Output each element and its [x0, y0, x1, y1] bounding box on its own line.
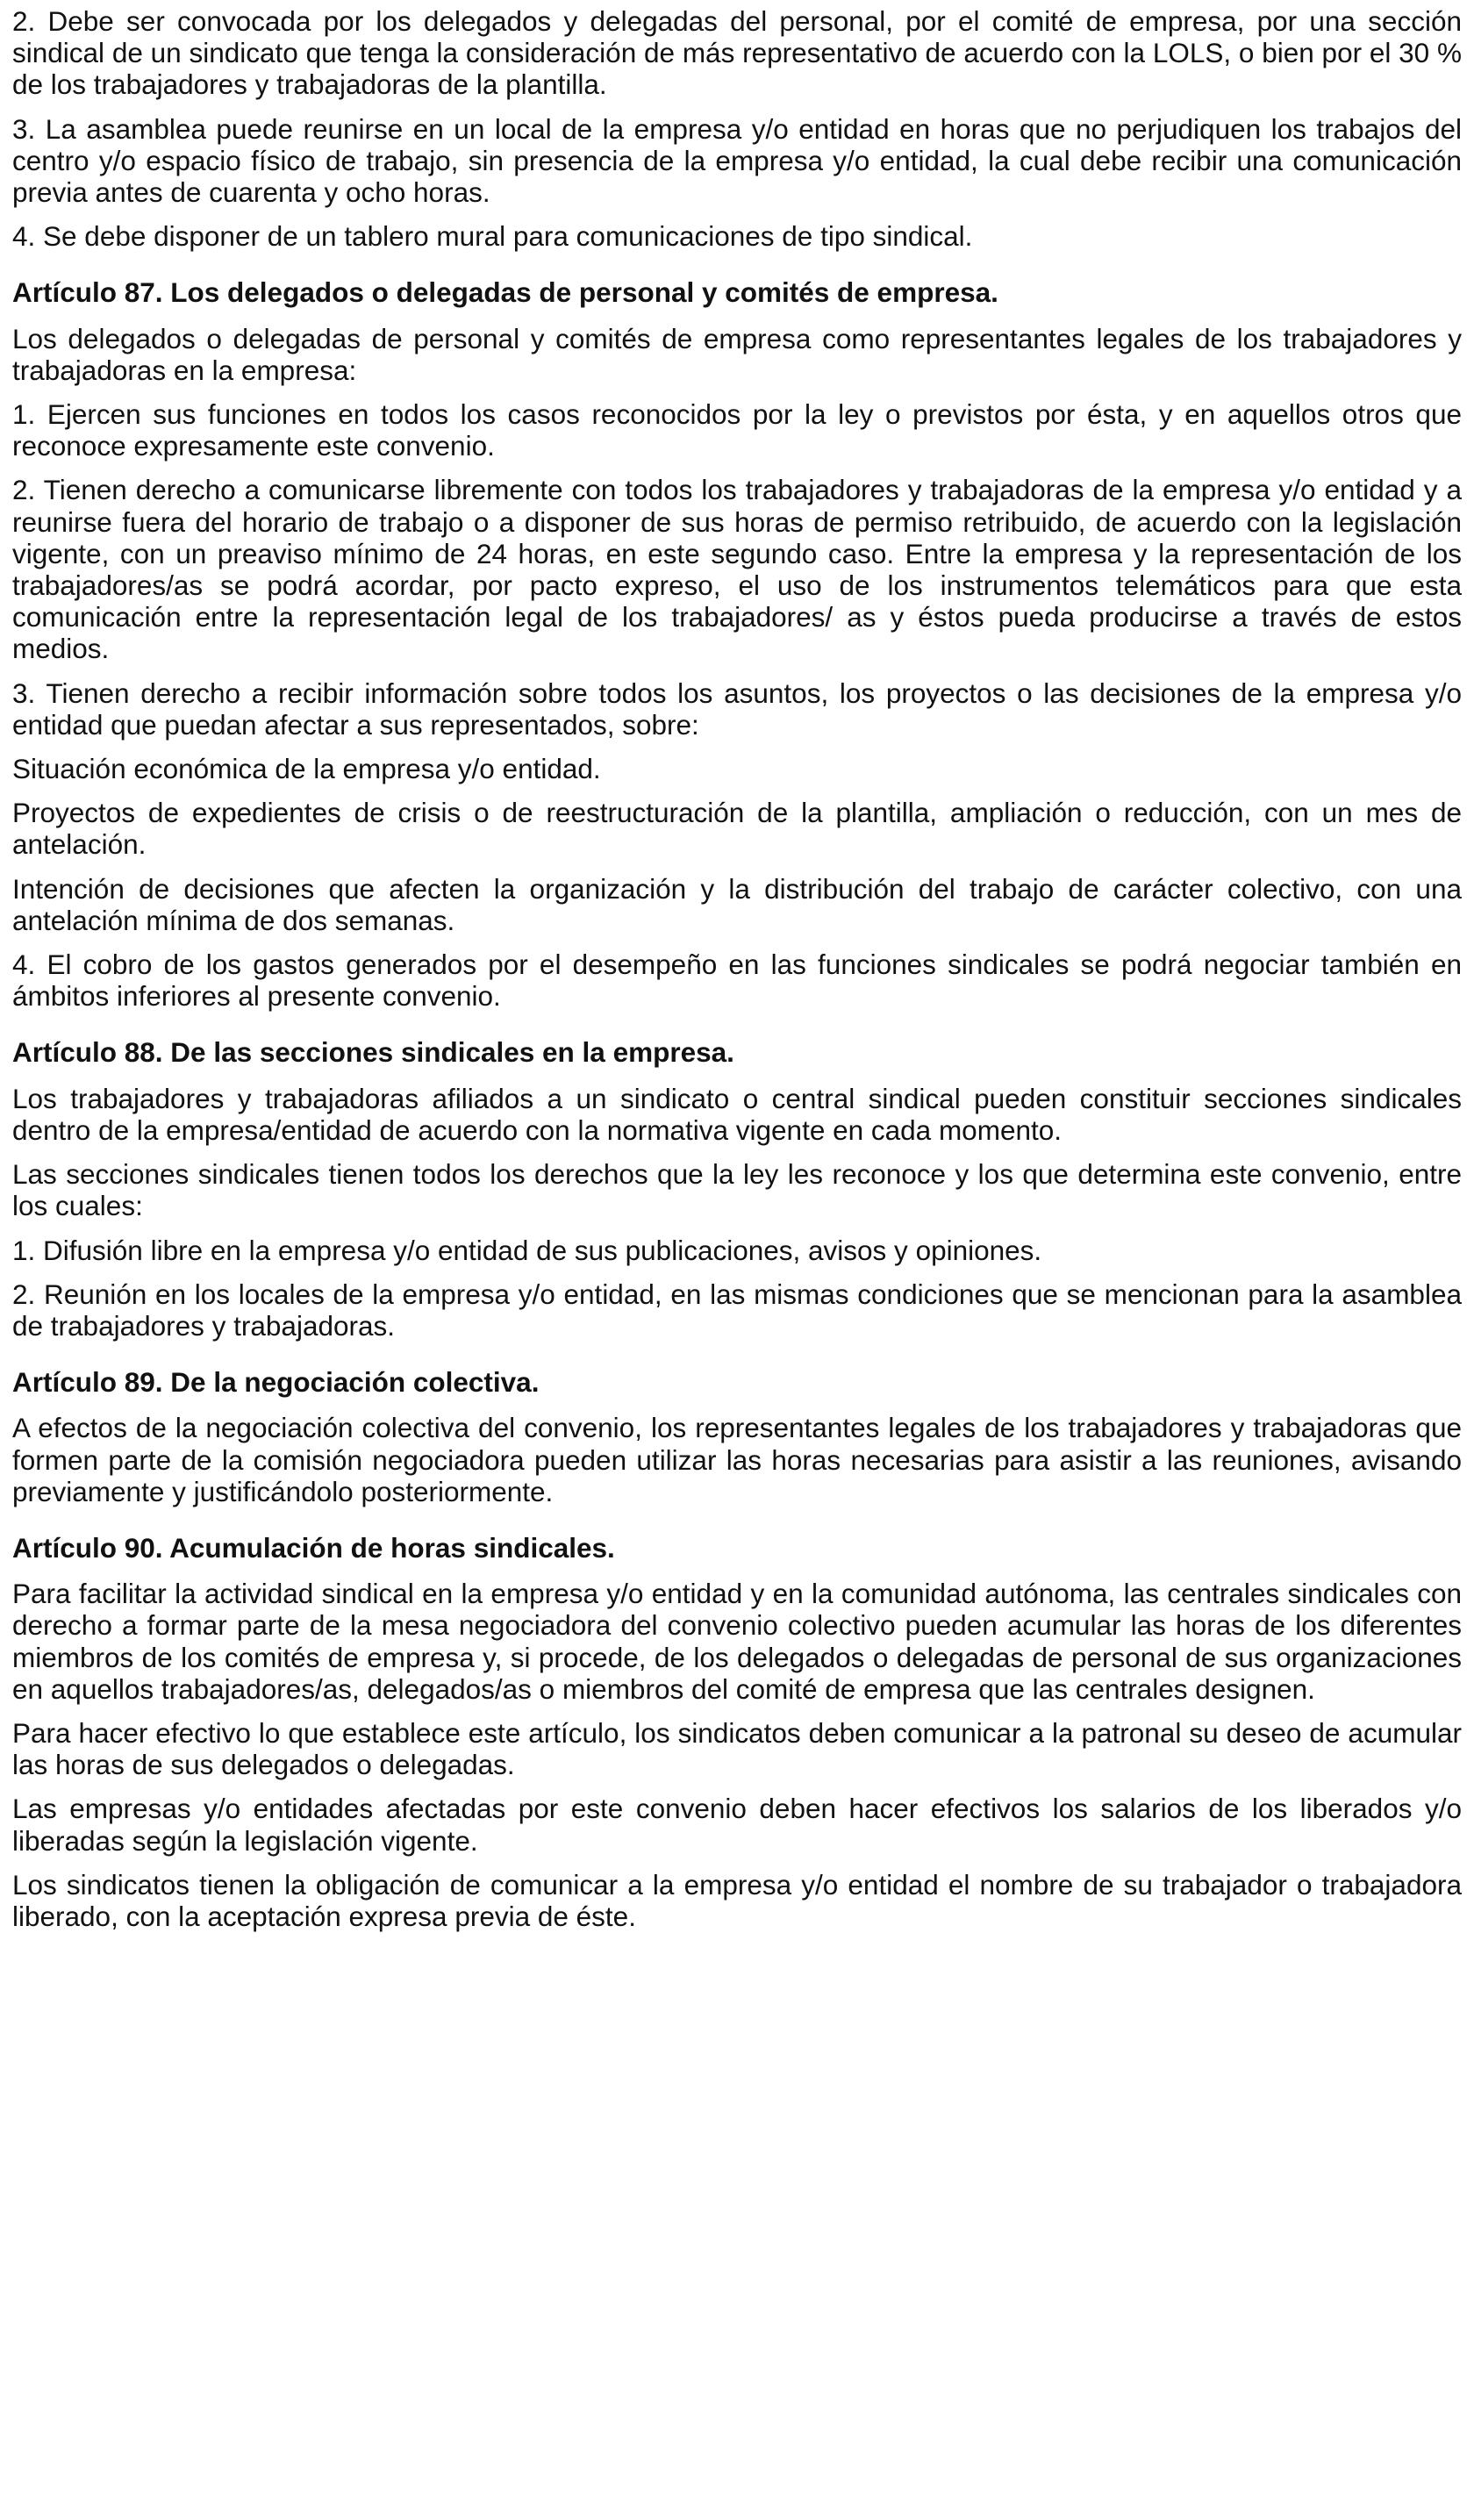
article-heading: Artículo 88. De las secciones sindicales en la empresa. [12, 1036, 734, 1069]
paragraph: 2. Tienen derecho a comunicarse libremente con todos los trabajadores y trabajadoras de la empresa y/o entidad y a reunirse fuera del horario de trabajo o a disponer de sus horas de permiso retribuido, de acuerdo con la legislación vigente, con un preaviso mínimo de 24 horas, en este segundo caso. Entre la empresa y la representación de los trabajadores/as se podrá acordar, por pacto expreso, el uso de los instrumentos telemáticos para que esta comunicación entre la representación legal de los trabajadores/ as y éstos pueda producirse a través de estos medios. [12, 474, 1462, 665]
paragraph: Los trabajadores y trabajadoras afiliados a un sindicato o central sindical pueden constituir secciones sindicales dentro de la empresa/entidad de acuerdo con la normativa vigente en cada momento. [12, 1082, 1462, 1146]
paragraph: 2. Reunión en los locales de la empresa y/o entidad, en las mismas condiciones que se mencionan para la asamblea de trabajadores y trabajadoras. [12, 1278, 1462, 1342]
paragraph: 4. Se debe disponer de un tablero mural para comunicaciones de tipo sindical. [12, 220, 973, 253]
paragraph: 3. La asamblea puede reunirse en un local de la empresa y/o entidad en horas que no perjudiquen los trabajos del centro y/o espacio físico de trabajo, sin presencia de la empresa y/o entidad, la cual debe recibir una comunicación previa antes de cuarenta y ocho horas. [12, 112, 1462, 209]
paragraph: Para hacer efectivo lo que establece este artículo, los sindicatos deben comunicar a la patronal su deseo de acumular las horas de sus delegados o delegadas. [12, 1716, 1462, 1781]
article-88 [12, 1036, 1462, 1342]
article-heading: Artículo 87. Los delegados o delegadas de personal y comités de empresa. [12, 276, 998, 309]
article-heading: Artículo 90. Acumulación de horas sindicales. [12, 1531, 615, 1564]
paragraph: Los delegados o delegadas de personal y comités de empresa como representantes legales de los trabajadores y trabajadoras en la empresa: [12, 322, 1462, 386]
paragraph: 3. Tienen derecho a recibir información sobre todos los asuntos, los proyectos o las decisiones de la empresa y/o entidad que puedan afectar a sus representados, sobre: [12, 677, 1462, 741]
paragraph: Proyectos de expedientes de crisis o de reestructuración de la plantilla, ampliación o reducción, con un mes de antelación. [12, 797, 1462, 861]
paragraph: 4. El cobro de los gastos generados por el desempeño en las funciones sindicales se podrá negociar también en ámbitos inferiores al presente convenio. [12, 949, 1462, 1013]
article-heading: Artículo 89. De la negociación colectiva. [12, 1366, 540, 1399]
paragraph: Los sindicatos tienen la obligación de comunicar a la empresa y/o entidad el nombre de su trabajador o trabajadora liberado, con la aceptación expresa previa de éste. [12, 1868, 1462, 1932]
paragraph: 1. Ejercen sus funciones en todos los casos reconocidos por la ley o previstos por ésta, y en aquellos otros que reconoce expresamente este convenio. [12, 398, 1462, 462]
paragraph: Para facilitar la actividad sindical en la empresa y/o entidad y en la comunidad autónoma, las centrales sindicales con derecho a formar parte de la mesa negociadora del convenio colectivo pueden acumular las horas de los diferentes miembros de los comités de empresa y, si procede, de los delegados o delegadas de personal de sus organizaciones en aquellos trabajadores/as, delegados/as o miembros del comité de empresa que las centrales designen. [12, 1578, 1462, 1705]
article-89 [12, 1366, 1462, 1507]
paragraph: 2. Debe ser convocada por los delegados y delegadas del personal, por el comité de empresa, por una sección sindical de un sindicato que tenga la consideración de más representativo de acuerdo con la LOLS, o bien por el 30 % de los trabajadores y trabajadoras de la plantilla. [12, 5, 1462, 101]
article-90 [12, 1532, 1462, 1932]
paragraph: Intención de decisiones que afecten la organización y la distribución del trabajo de carácter colectivo, con una antelación mínima de dos semanas. [12, 872, 1462, 936]
paragraph: Las secciones sindicales tienen todos los derechos que la ley les reconoce y los que determina este convenio, entre los cuales: [12, 1158, 1462, 1222]
article-87 [12, 276, 1462, 1012]
paragraph: Situación económica de la empresa y/o entidad. [12, 753, 601, 785]
paragraph: 1. Difusión libre en la empresa y/o entidad de sus publicaciones, avisos y opiniones. [12, 1234, 1042, 1266]
paragraph: Las empresas y/o entidades afectadas por este convenio deben hacer efectivos los salarios de los liberados y/o liberadas según la legislación vigente. [12, 1793, 1462, 1857]
paragraph: A efectos de la negociación colectiva del convenio, los representantes legales de los trabajadores y trabajadoras que formen parte de la comisión negociadora pueden utilizar las horas necesarias para asistir a las reuniones, avisando previamente y justificándolo posteriormente. [12, 1412, 1462, 1507]
